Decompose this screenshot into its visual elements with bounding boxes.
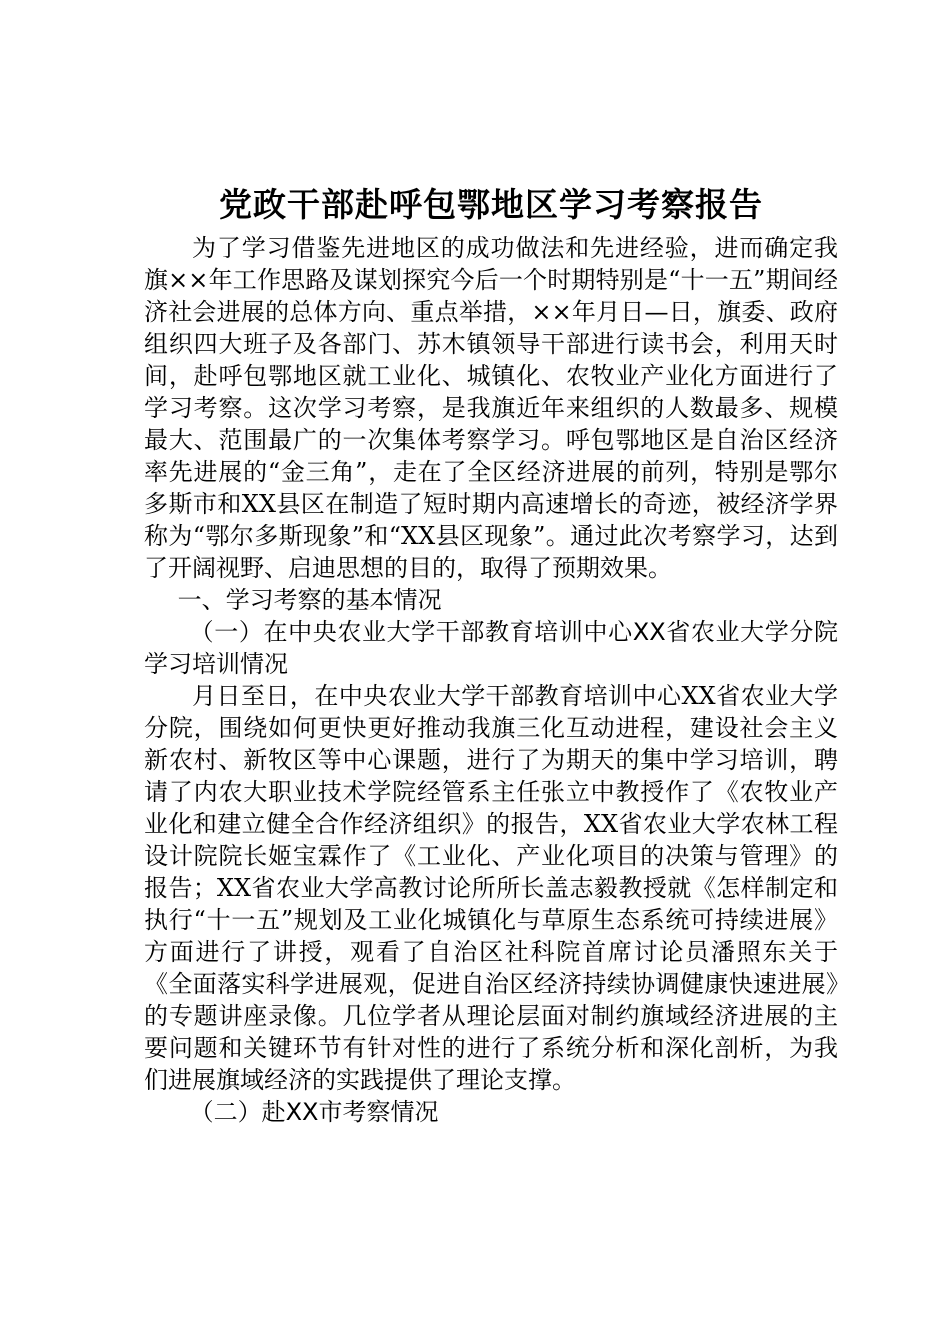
intro-paragraph: 为了学习借鉴先进地区的成功做法和先进经验，进而确定我旗××年工作思路及谋划探究今后一个时期特别是“十一五”期间经济社会进展的总体方向、重点举措，××年月日—日，旗委、政府组织四大班子及各部门、苏木镇领导干部进行读书会，利用天时间，赴呼包鄂地区就工业化、城镇化、农牧业产业化方面进行了学习考察。这次学习考察，是我旗近年来组织的人数最多、规模最大、范围最广的一次集体考察学习。呼包鄂地区是自治区经济率先进展的“金三角”，走在了全区经济进展的前列，特别是鄂尔多斯市和XX县区在制造了短时期内高速增长的奇迹，被经济学界称为“鄂尔多斯现象”和“XX县区现象”。通过此次考察学习，达到了开阔视野、启迪思想的目的，取得了预期效果。 (144, 234, 838, 582)
subsection-1-heading: （一）在中央农业大学干部教育培训中心XX省农业大学分院学习培训情况 (144, 618, 838, 678)
section-1-heading: 一、学习考察的基本情况 (177, 586, 442, 614)
subsection-2-heading: （二）赴XX市考察情况 (189, 1098, 439, 1126)
document-title: 党政干部赴呼包鄂地区学习考察报告 (219, 185, 763, 224)
subsection-1-body: 月日至日，在中央农业大学干部教育培训中心XX省农业大学分院，围绕如何更快更好推动我旗三化互动进程，建设社会主义新农村、新牧区等中心课题，进行了为期天的集中学习培训，聘请了内农大职业技术学院经管系主任张立中教授作了《农牧业产业化和建立健全合作经济组织》的报告，XX省农业大学农林工程设计院院长姬宝霖作了《工业化、产业化项目的决策与管理》的报告；XX省农业大学高教讨论所所长盖志毅教授就《怎样制定和执行“十一五”规划及工业化城镇化与草原生态系统可持续进展》方面进行了讲授，观看了自治区社科院首席讨论员潘照东关于《全面落实科学进展观，促进自治区经济持续协调健康快速进展》的专题讲座录像。几位学者从理论层面对制约旗域经济进展的主要问题和关键环节有针对性的进行了系统分析和深化剖析，为我们进展旗域经济的实践提供了理论支撑。 (144, 682, 838, 1094)
